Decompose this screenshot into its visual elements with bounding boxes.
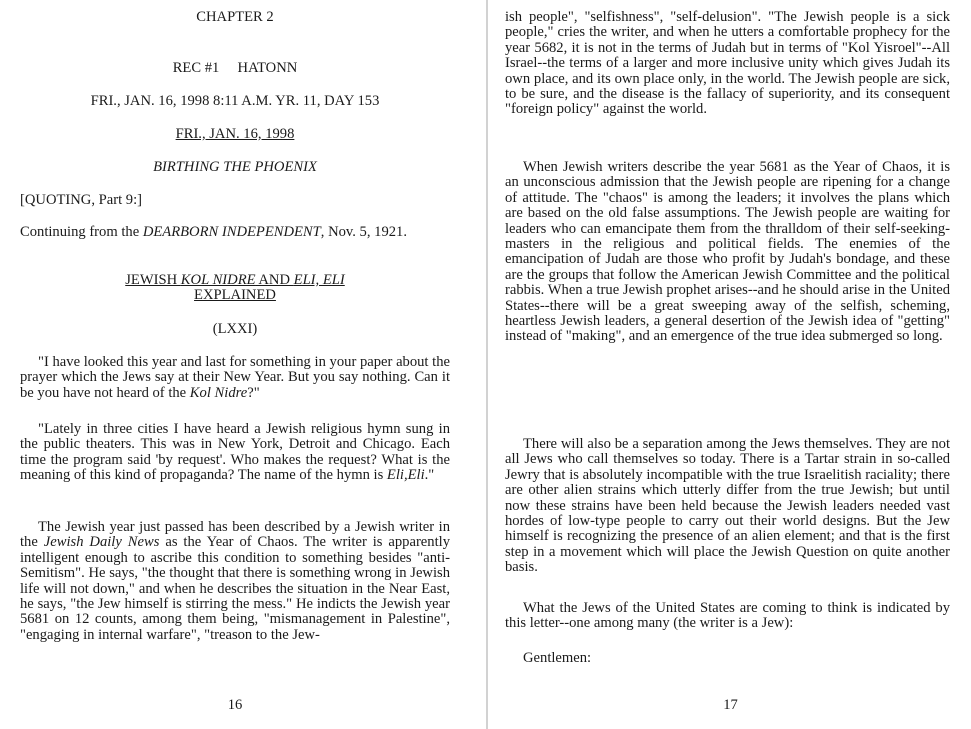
continuing-line [20, 225, 450, 240]
heading-part: JEWISH [125, 272, 181, 288]
heading-part: EXPLAINED [194, 287, 276, 304]
section-title: BIRTHING THE PHOENIX [153, 159, 317, 175]
page-number-right: 17 [723, 697, 738, 713]
text-run: The Jewish year just passed has been described by a Jewish writer in the [20, 519, 450, 551]
chapter-heading: CHAPTER 2 [196, 9, 274, 25]
book-gutter [486, 0, 488, 729]
text-run: "I have looked this year and last for something in your paper about the prayer which the Jews say at their New Year. But you say nothing. Can it be you have not heard of the [20, 354, 450, 401]
body-paragraph-2: When Jewish writers describe the year 5681 as the Year of Chaos, it is an unconscious admission that the Jewish people are ripening for a change of attitude. The "chaos" is among the leaders; it involves the plans which are based on the old false assumptions. The Jewish people are waiting for leaders who can emancipate them from the thralldom of their self-seeking-masters in the religious and political fields. The enemies of the emancipation of Judah are those who profit by Judah's bondage, and these are the groups that follow the American Jewish Committee and the political rabbis. When a true Jewish prophet arises--and he should arise in the United States--there will be a great sweeping away of the selfish, scheming, heartless Jewish leaders, a general desertion of the Jewish idea of "getting" instead of "making", and an emergence of the true idea submerged so long. [505, 159, 950, 345]
continuing-suffix: , Nov. 5, 1921. [320, 224, 407, 240]
text-run: ." [424, 467, 435, 484]
page-number-left: 16 [227, 697, 243, 713]
body-paragraph-4: What the Jews of the United States are coming to think is indicated by this letter--one among many (the writer is a Jew): [505, 600, 950, 632]
source-name: DEARBORN INDEPENDENT [142, 224, 321, 240]
heading-part: AND [255, 272, 294, 288]
right-page [490, 0, 971, 729]
article-heading [20, 273, 450, 304]
body-paragraph-continued: ish people", "selfishness", "self-delusion". "The Jewish people is a sick people," cries the writer, and when he utters a comfortable prophecy for the year 5682, it is not in the terms of Judah but in terms of "Kol Yisroel"--All Israel--the terms of a larger and more inclusive unity which gives Judah its own place, and its own place only, in the world. The Jewish people are sick, to be sure, and the disease is the fallacy of superiority, and its consequent "foreign policy" against the world. [505, 9, 950, 118]
rec-line: REC #1 HATONN [172, 60, 298, 76]
roman-numeral: (LXXI) [212, 321, 258, 337]
heading-part-italic: KOL NIDRE [180, 272, 256, 288]
text-run-italic: Jewish Daily News [43, 534, 160, 551]
text-run-italic: Kol Nidre [189, 384, 248, 401]
letter-paragraph-2 [20, 422, 450, 484]
heading-part-italic: ELI, ELI [293, 272, 345, 288]
body-paragraph-3: There will also be a separation among the Jews themselves. They are not all Jews who call themselves so today. There is a Tartar strain in so-called Jewry that is absolutely incompatible with the true Israelitish raciality; there are other alien strains which utterly differ from the true Jewish; but until now these strains have been held because the Jewish leaders needed vast hordes of low-type people to carry out their world designs. But the Jew himself is recognizing the presence of an alien element; and that is the first step in a movement which will place the Jewish Question on quite another basis. [505, 436, 950, 576]
text-run: as the Year of Chaos. The writer is apparently intelligent enough to ascribe this condition to something besides "anti-Semitism". He says, "the thought that there is something wrong in Jewish life will not down," and when he describes the situation in the Near East, he says, "the Jew himself is stirring the mess." He indicts the Jewish year 5681 on 12 counts, among them being, "mismanagement in Palestine", "engaging in internal warfare", "treason to the Jew- [20, 534, 450, 643]
quoting-note: [QUOTING, Part 9:] [20, 192, 142, 208]
text-run-italic: Eli,Eli [386, 467, 425, 484]
date-underlined: FRI., JAN. 16, 1998 [175, 126, 295, 142]
continuing-prefix: Continuing from the [20, 224, 143, 240]
date-line: FRI., JAN. 16, 1998 8:11 A.M. YR. 11, DAY 153 [90, 93, 380, 109]
letter-paragraph-1 [20, 355, 450, 401]
letter-salutation: Gentlemen: [523, 650, 592, 666]
body-paragraph-1 [20, 520, 450, 643]
text-run: "Lately in three cities I have heard a Jewish religious hymn sung in the public theaters. This was in New York, Detroit and Chicago. Each time the program said 'by request'. Who makes the request? What is the meaning of this kind of propaganda? The name of the hymn is [20, 421, 450, 484]
text-run: ?" [247, 384, 260, 401]
